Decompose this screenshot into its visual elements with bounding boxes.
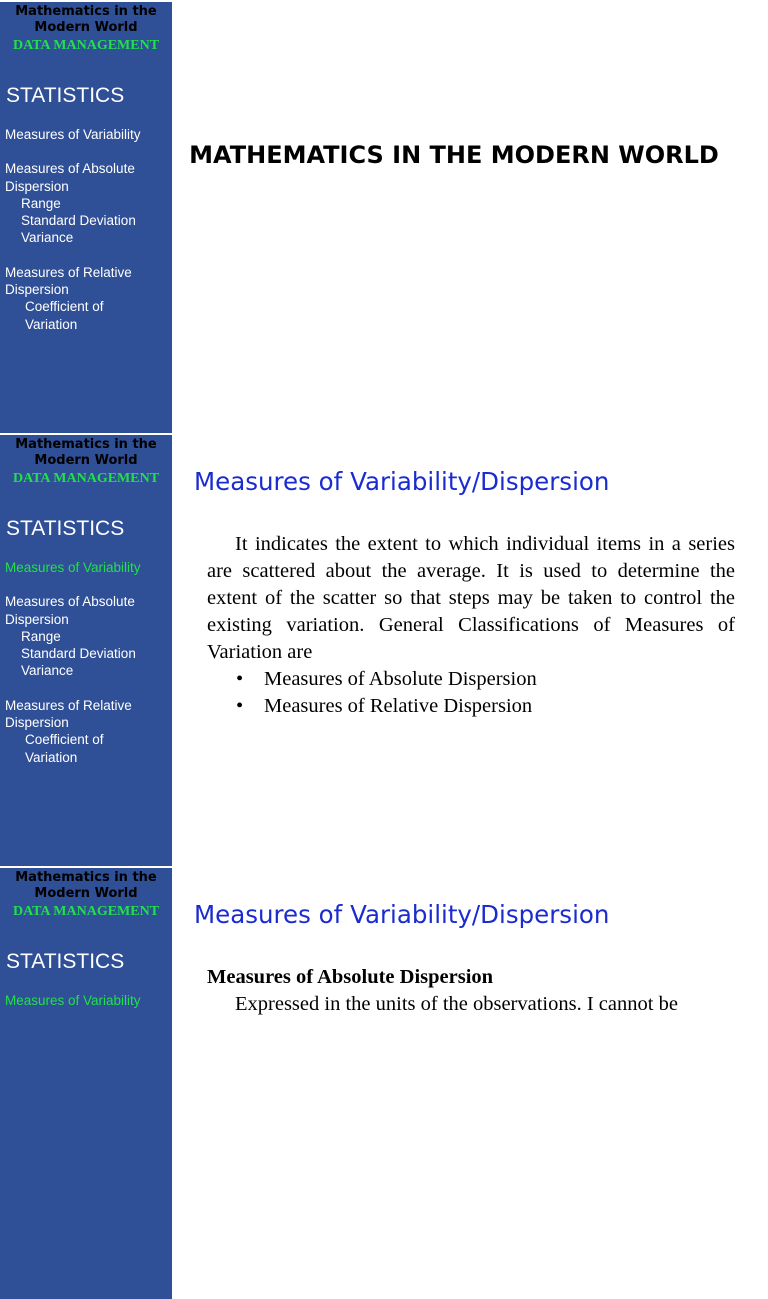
topic-title: STATISTICS bbox=[6, 517, 125, 540]
sidebar-menu bbox=[5, 126, 170, 333]
sidebar-item-measures-of-variability[interactable]: Measures of Variability bbox=[5, 127, 141, 142]
slide-1 bbox=[0, 0, 768, 433]
bullet-item: • Measures of Relative Dispersion bbox=[236, 693, 537, 720]
section-title: DATA MANAGEMENT bbox=[12, 904, 160, 919]
course-title: Mathematics in the Modern World bbox=[15, 437, 157, 468]
sidebar-item-variance[interactable]: Variance bbox=[21, 663, 74, 679]
bullet-list bbox=[236, 666, 537, 720]
sub-heading: Measures of Absolute Dispersion bbox=[207, 966, 494, 988]
sidebar-item-absolute-dispersion-line2[interactable]: Dispersion bbox=[5, 178, 69, 194]
sidebar-item-range[interactable]: Range bbox=[21, 628, 61, 644]
sidebar-item-coefficient-line1[interactable]: Coefficient of bbox=[25, 732, 104, 748]
section-title: DATA MANAGEMENT bbox=[12, 38, 160, 53]
body-paragraph: Expressed in the units of the observations. I cannot be bbox=[235, 993, 678, 1015]
sidebar-item-coefficient-line1[interactable]: Coefficient of bbox=[25, 299, 104, 315]
sidebar-item-measures-of-variability[interactable]: Measures of Variability bbox=[5, 993, 141, 1008]
sidebar-item-range[interactable]: Range bbox=[21, 195, 61, 211]
sidebar-item-measures-of-variability[interactable]: Measures of Variability bbox=[5, 560, 141, 575]
sidebar-item-variance[interactable]: Variance bbox=[21, 230, 74, 246]
body-paragraph: It indicates the extent to which individual items in a series are scattered about the average. It is used to determine the extent of the scatter so that steps may be taken to control the existing variation. General Classifications of Measures of Variation are bbox=[207, 533, 735, 663]
bullet-icon: • bbox=[236, 668, 244, 690]
sidebar-item-relative-dispersion-line1[interactable]: Measures of Relative bbox=[5, 264, 132, 280]
bullet-icon: • bbox=[236, 695, 244, 717]
topic-title: STATISTICS bbox=[6, 950, 125, 973]
sidebar-item-standard-deviation[interactable]: Standard Deviation bbox=[21, 213, 136, 229]
sidebar bbox=[0, 0, 172, 433]
course-title: Mathematics in the Modern World bbox=[15, 870, 157, 901]
sidebar bbox=[0, 866, 172, 1299]
slide-heading: Measures of Variability/Dispersion bbox=[194, 467, 610, 496]
sidebar-item-coefficient-line2[interactable]: Variation bbox=[25, 749, 78, 765]
sidebar-item-absolute-dispersion-line1[interactable]: Measures of Absolute bbox=[5, 594, 135, 610]
slide-2 bbox=[0, 433, 768, 866]
sidebar-menu bbox=[5, 992, 170, 1009]
sidebar-item-relative-dispersion-line2[interactable]: Dispersion bbox=[5, 715, 69, 731]
slide-heading: Measures of Variability/Dispersion bbox=[194, 900, 610, 929]
sidebar-item-relative-dispersion-line2[interactable]: Dispersion bbox=[5, 282, 69, 298]
slide-title: MATHEMATICS IN THE MODERN WORLD bbox=[189, 141, 719, 169]
sidebar bbox=[0, 433, 172, 866]
sidebar-item-absolute-dispersion-line2[interactable]: Dispersion bbox=[5, 611, 69, 627]
bullet-item: • Measures of Absolute Dispersion bbox=[236, 666, 537, 693]
section-title: DATA MANAGEMENT bbox=[12, 471, 160, 486]
sidebar-menu bbox=[5, 559, 170, 766]
sidebar-item-coefficient-line2[interactable]: Variation bbox=[25, 316, 78, 332]
sidebar-item-relative-dispersion-line1[interactable]: Measures of Relative bbox=[5, 697, 132, 713]
course-title: Mathematics in the Modern World bbox=[15, 4, 157, 35]
slide-3 bbox=[0, 866, 768, 1299]
sidebar-item-absolute-dispersion-line1[interactable]: Measures of Absolute bbox=[5, 161, 135, 177]
sidebar-item-standard-deviation[interactable]: Standard Deviation bbox=[21, 646, 136, 662]
topic-title: STATISTICS bbox=[6, 84, 125, 107]
